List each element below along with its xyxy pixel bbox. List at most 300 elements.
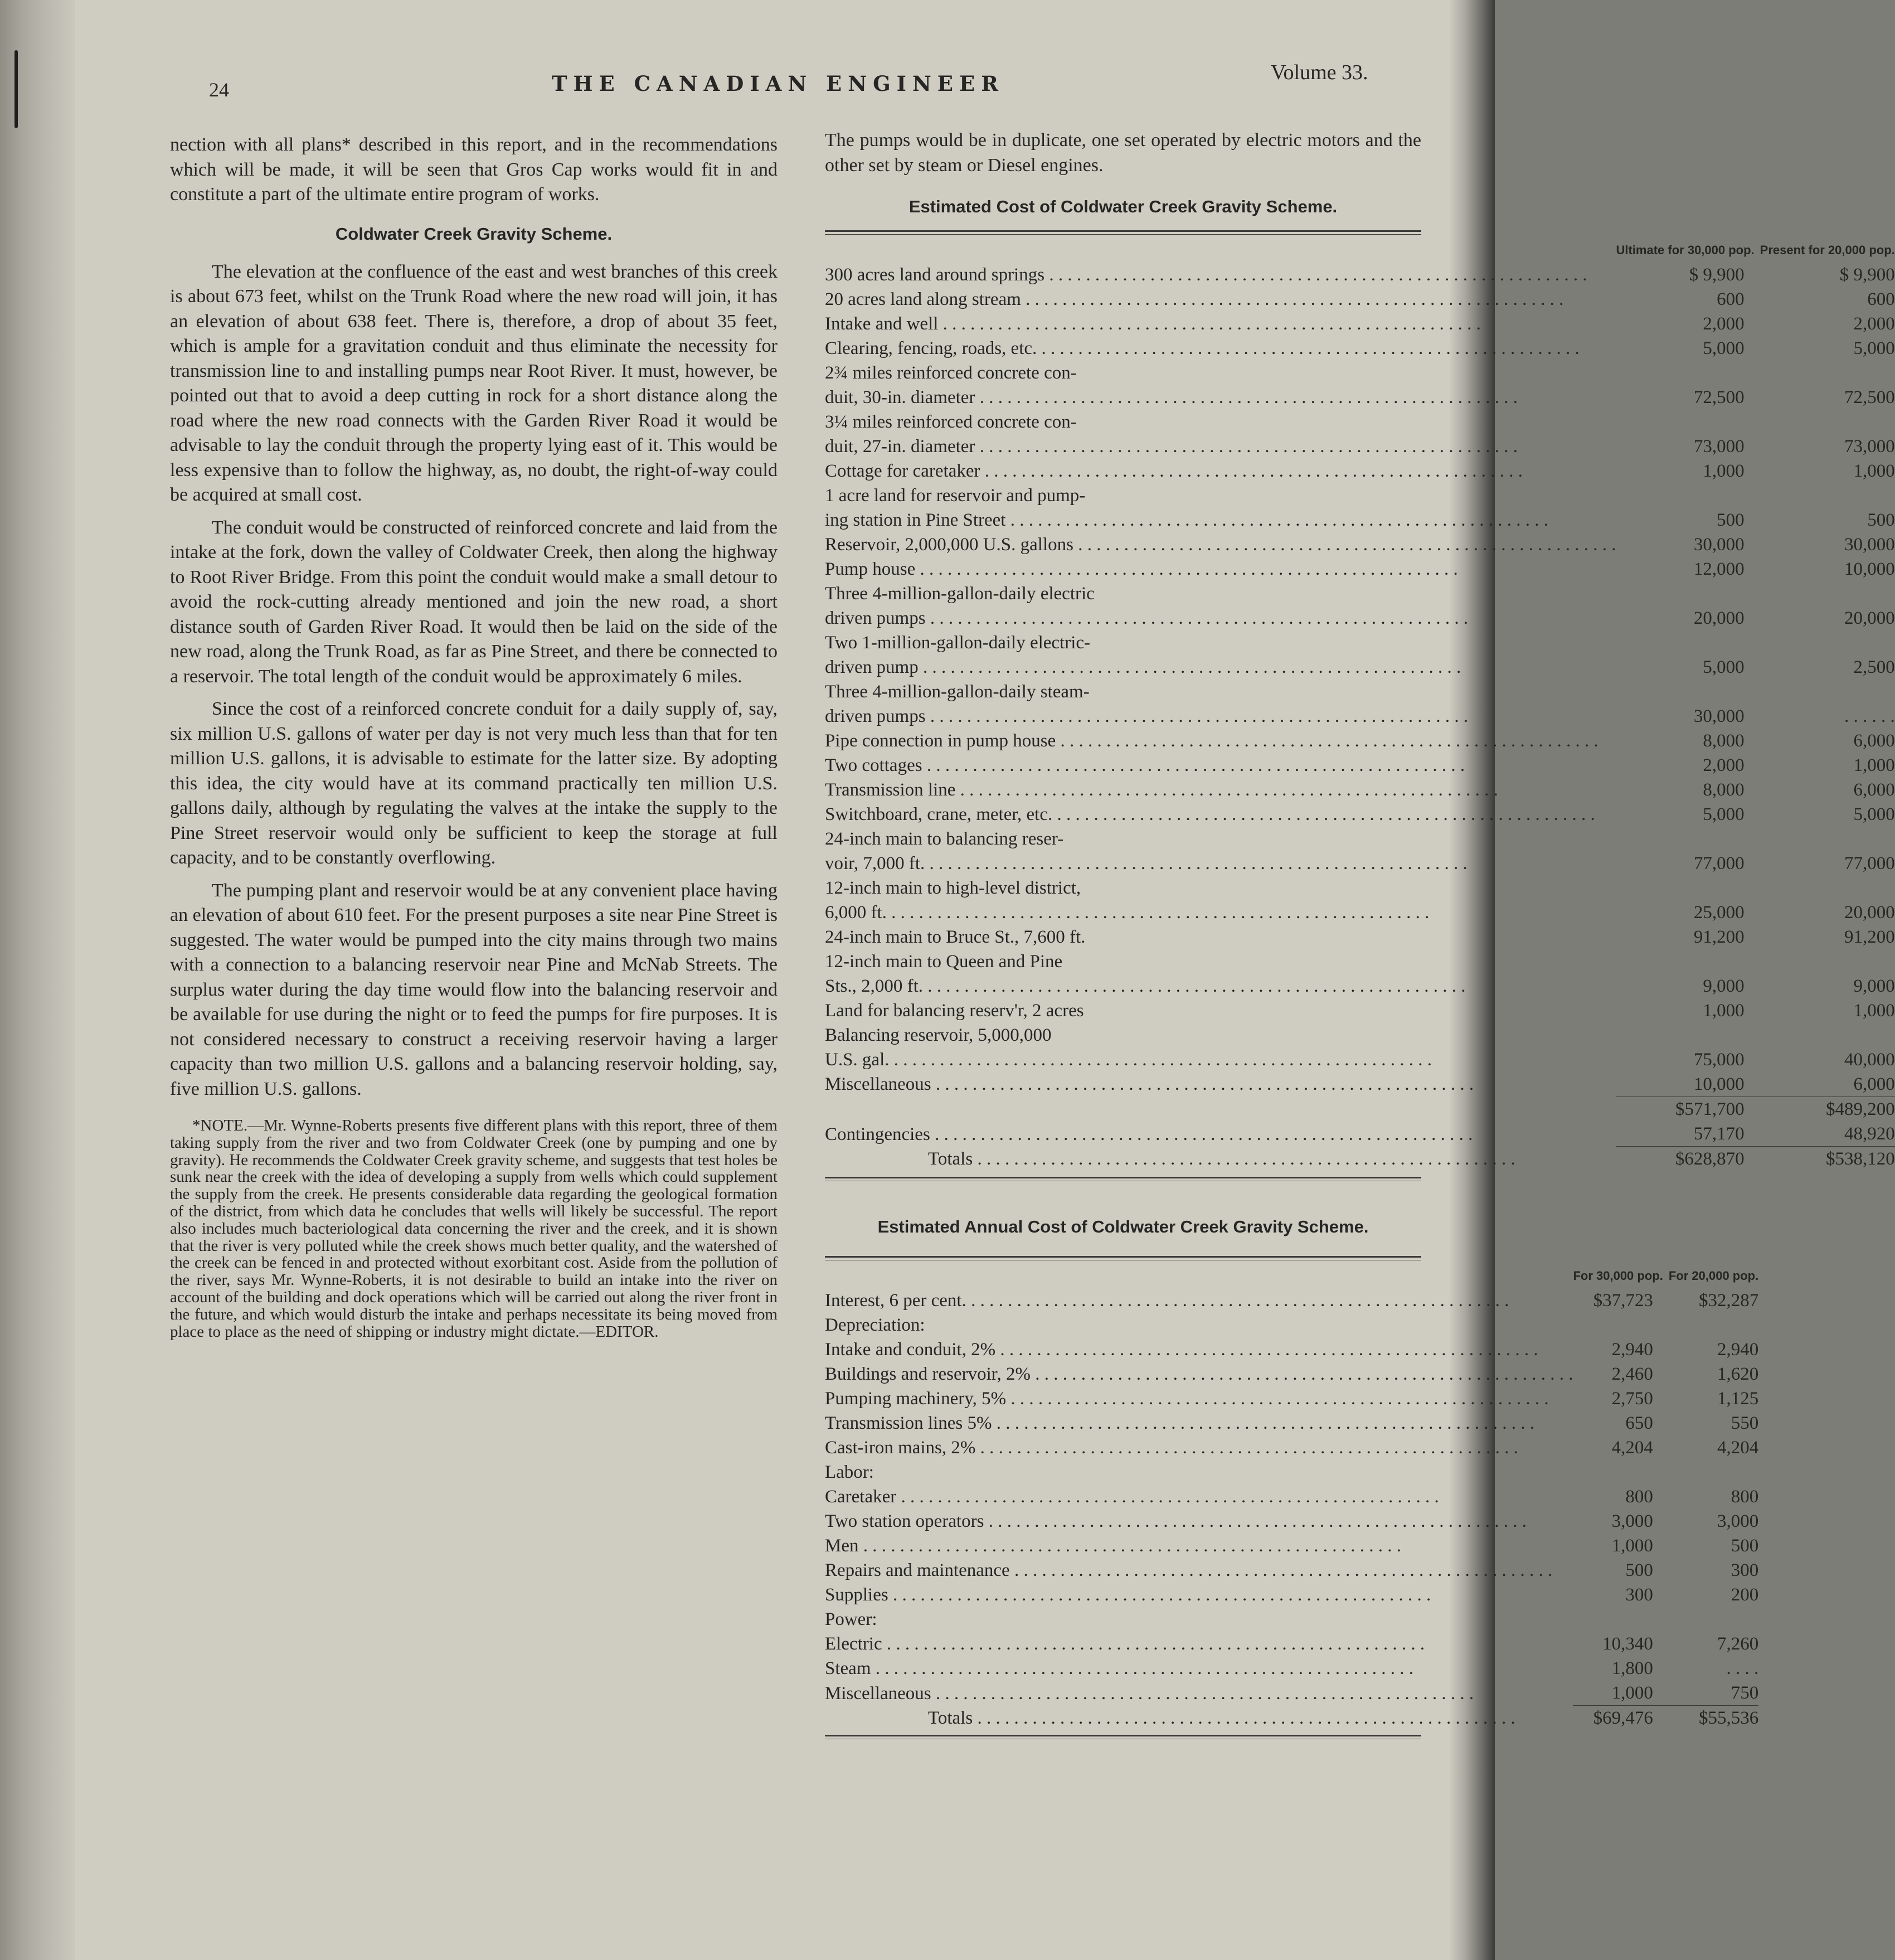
value-col-a: 12,000 — [1693, 559, 1745, 579]
value-col-b: 300 — [1731, 1560, 1759, 1580]
row-item-cell — [825, 925, 1616, 949]
table2-title: Estimated Annual Cost of Coldwater Creek Gravity Scheme. — [877, 1217, 1369, 1236]
table-row — [825, 385, 1895, 410]
row-item-label: Cottage for caretaker . . . — [825, 461, 1523, 481]
totals-row — [825, 1706, 1758, 1731]
value-col-b — [1669, 1460, 1758, 1484]
totals-cell — [825, 1706, 1573, 1731]
row-item-cell — [825, 606, 1616, 630]
row-item-label: duit, 27-in. diameter . . . — [825, 436, 1518, 457]
row-item-label: 3¼ miles reinforced concrete con- — [825, 412, 1077, 432]
row-item-cell — [825, 1072, 1616, 1097]
row-item-cell — [825, 532, 1616, 557]
value-col-b: 550 — [1731, 1413, 1759, 1433]
value-col-b — [1760, 1023, 1895, 1047]
row-item-label: driven pumps . . . — [825, 706, 1468, 726]
row-item-label: Two station operators . . . — [825, 1511, 1527, 1531]
body-paragraph: The pumping plant and reservoir would be at any convenient place having an elevation of about 610 feet. For the present purposes a site near Pine Street is suggested. The water would be pumped into the city mains through two mains with a connection to a balancing reservoir near Pine and McNab Streets. The surplus water during the day time would flow into the balancing reservoir and be available for use during the night or to feed the pumps for fire purposes. It is not considered necessary to construct a receiving reservoir having a larger capacity than two million U.S. gallons and a balancing reservoir holding, say, five million U.S. gallons. — [170, 880, 778, 1099]
row-item-label: Miscellaneous . . . — [825, 1074, 1474, 1094]
value-col-a — [1573, 1313, 1668, 1337]
volume-label: Volume 33. — [1271, 61, 1368, 84]
table-row — [825, 1386, 1758, 1411]
row-item-label: Two cottages . . . — [825, 755, 1465, 775]
row-item-label: Interest, 6 per cent. . . . — [825, 1291, 1509, 1311]
row-item-cell — [825, 483, 1616, 508]
row-item-cell — [825, 1534, 1573, 1558]
value-col-b: 7,260 — [1717, 1634, 1759, 1654]
table-row — [825, 1313, 1758, 1337]
table-row — [825, 851, 1895, 876]
row-item-cell — [825, 876, 1616, 900]
double-rule — [825, 1256, 1421, 1260]
value-col-b: 1,000 — [1853, 755, 1895, 775]
value-col-b: 20,000 — [1844, 608, 1895, 628]
value-col-b: 1,125 — [1717, 1389, 1759, 1409]
value-col-b: 6,000 — [1853, 1074, 1895, 1094]
row-item-label: Pumping machinery, 5% . . . — [825, 1389, 1549, 1409]
row-item-label: Men . . . — [825, 1536, 1401, 1556]
value-col-a — [1616, 361, 1760, 385]
value-col-b: 72,500 — [1844, 387, 1895, 407]
value-col-a — [1616, 1023, 1760, 1047]
row-item-label: 12-inch main to high-level district, — [825, 878, 1081, 898]
value-col-a: 10,340 — [1602, 1634, 1653, 1654]
row-item-cell — [825, 410, 1616, 434]
table-row — [825, 1656, 1758, 1681]
page-number: 24 — [209, 79, 229, 101]
row-item-cell — [825, 1411, 1573, 1435]
value-col-b: $32,287 — [1698, 1291, 1759, 1311]
value-col-a: 9,000 — [1703, 976, 1745, 996]
value-col-a: 1,800 — [1611, 1658, 1653, 1678]
table-row — [825, 1607, 1758, 1632]
row-item-cell — [825, 1362, 1573, 1386]
table-row — [825, 1558, 1758, 1583]
row-item-cell — [825, 1558, 1573, 1583]
row-item-label: Two 1-million-gallon-daily electric- — [825, 633, 1091, 653]
value-col-a: $37,723 — [1593, 1291, 1653, 1311]
value-col-a: 10,000 — [1693, 1074, 1745, 1094]
row-item-cell — [825, 263, 1616, 287]
table-row — [825, 974, 1895, 998]
row-item-label: 1 acre land for reservoir and pump- — [825, 486, 1086, 506]
value-col-a: 800 — [1625, 1487, 1653, 1507]
row-item-cell — [825, 680, 1616, 704]
value-col-b — [1760, 680, 1895, 704]
row-item-label: Pump house . . . — [825, 559, 1458, 579]
annual-cost-table — [825, 1264, 1758, 1730]
row-item-cell — [825, 630, 1616, 655]
table-row — [825, 508, 1895, 532]
contingencies-col-b: 48,920 — [1844, 1124, 1895, 1144]
value-col-b: 500 — [1731, 1536, 1759, 1556]
value-col-b: 2,940 — [1717, 1340, 1759, 1360]
row-item-label: 300 acres land around springs . . . — [825, 265, 1587, 285]
value-col-a: 600 — [1717, 289, 1745, 309]
row-item-label: 6,000 ft. . . . — [825, 903, 1429, 923]
table-row — [825, 827, 1895, 851]
value-col-b — [1760, 410, 1895, 434]
row-item-cell — [825, 312, 1616, 336]
row-item-label: 24-inch main to Bruce St., 7,600 ft. — [825, 927, 1086, 947]
table-row — [825, 630, 1895, 655]
table-row — [825, 1047, 1895, 1072]
journal-title: THE CANADIAN ENGINEER — [552, 71, 1004, 96]
subtotal-row — [825, 1097, 1895, 1122]
row-item-cell — [825, 385, 1616, 410]
table-row — [825, 1411, 1758, 1435]
value-col-b: 4,204 — [1717, 1438, 1759, 1458]
row-item-label: Land for balancing reserv'r, 2 acres — [825, 1001, 1084, 1021]
row-item-label: Three 4-million-gallon-daily electric — [825, 584, 1095, 604]
row-item-label: Depreciation: — [825, 1315, 925, 1335]
row-item-label: 12-inch main to Queen and Pine — [825, 952, 1063, 972]
page-binding-shadow — [0, 0, 75, 1960]
row-item-label: Three 4-million-gallon-daily steam- — [825, 682, 1090, 702]
table-row — [825, 900, 1895, 925]
value-col-a — [1616, 876, 1760, 900]
table-row — [825, 287, 1895, 312]
value-col-a: 30,000 — [1693, 535, 1745, 555]
row-item-label: Reservoir, 2,000,000 U.S. gallons . . . — [825, 535, 1616, 555]
value-col-b: 6,000 — [1853, 780, 1895, 800]
section-heading: Coldwater Creek Gravity Scheme. — [335, 224, 613, 244]
table-row — [825, 1681, 1758, 1706]
row-item-cell — [825, 900, 1616, 925]
row-item-label: driven pump . . . — [825, 657, 1461, 677]
row-item-cell — [825, 802, 1616, 827]
row-item-cell — [825, 361, 1616, 385]
row-item-cell — [825, 1337, 1573, 1362]
table-header-row — [825, 238, 1895, 263]
value-col-a: 75,000 — [1693, 1050, 1745, 1070]
value-col-b: 40,000 — [1844, 1050, 1895, 1070]
row-item-label: Steam . . . — [825, 1658, 1413, 1678]
double-rule — [825, 1735, 1421, 1739]
row-item-cell — [825, 1656, 1573, 1681]
value-col-a — [1616, 483, 1760, 508]
row-item-cell — [825, 1681, 1573, 1706]
row-item-cell — [825, 1583, 1573, 1607]
subtotal-col-b: $489,200 — [1760, 1097, 1895, 1122]
value-col-b — [1760, 827, 1895, 851]
value-col-b: 750 — [1731, 1683, 1759, 1703]
binding-mark — [14, 50, 18, 128]
row-item-label: U.S. gal. . . . — [825, 1050, 1432, 1070]
value-col-b: 200 — [1731, 1585, 1759, 1605]
row-item-label: 2¾ miles reinforced concrete con- — [825, 363, 1077, 383]
value-col-b: 20,000 — [1844, 903, 1895, 923]
value-col-a — [1573, 1607, 1668, 1632]
table-row — [825, 1534, 1758, 1558]
intro-paragraph: nection with all plans* described in this report, and in the recommendations which will be made, it will be seen that Gros Cap works would fit in and constitute a part of the ultimate entire program of works. — [170, 134, 778, 205]
column-header-present: Present for 20,000 pop. — [1760, 243, 1895, 257]
row-item-label: Intake and conduit, 2% . . . — [825, 1340, 1538, 1360]
value-col-b: 500 — [1867, 510, 1895, 530]
value-col-a: 2,000 — [1703, 755, 1745, 775]
table-row — [825, 1362, 1758, 1386]
value-col-a: 30,000 — [1693, 706, 1745, 726]
row-item-cell — [825, 1435, 1573, 1460]
row-item-cell — [825, 1313, 1573, 1337]
value-col-a: 650 — [1625, 1413, 1653, 1433]
body-paragraph: Since the cost of a reinforced concrete conduit for a daily supply of, say, six million U.S. gallons of water per day is not very much less than that for ten million U.S. gallons, it is advisable to estimate for the latter size. By adopting this idea, the city would have at its command practically ten million U.S. gallons daily, although by regulating the valves at the intake the supply to the Pine Street reservoir would only be sufficient to keep the storage at full capacity, and to be constantly overflowing. — [170, 698, 778, 868]
table-row — [825, 1460, 1758, 1484]
value-col-a: 72,500 — [1693, 387, 1745, 407]
table-row — [825, 483, 1895, 508]
contingencies-cell — [825, 1122, 1616, 1147]
row-item-cell — [825, 287, 1616, 312]
row-item-label: 20 acres land along stream . . . — [825, 289, 1563, 309]
row-item-cell — [825, 753, 1616, 778]
value-col-b — [1760, 876, 1895, 900]
value-col-a — [1573, 1460, 1668, 1484]
row-item-cell — [825, 655, 1616, 680]
table1-title: Estimated Cost of Coldwater Creek Gravity Scheme. — [908, 197, 1338, 216]
value-col-b: $ 9,900 — [1839, 265, 1895, 285]
table-row — [825, 802, 1895, 827]
row-item-cell — [825, 336, 1616, 361]
right-column — [825, 128, 1895, 1739]
value-col-a: 1,000 — [1611, 1683, 1653, 1703]
table-row — [825, 1337, 1758, 1362]
row-item-label: Balancing reservoir, 5,000,000 — [825, 1025, 1052, 1045]
row-item-cell — [825, 459, 1616, 483]
value-col-a: 5,000 — [1703, 804, 1745, 824]
row-item-cell — [825, 1023, 1616, 1047]
row-item-label: voir, 7,000 ft. . . . — [825, 853, 1468, 874]
value-col-b: 10,000 — [1844, 559, 1895, 579]
value-col-b — [1760, 630, 1895, 655]
table-row — [825, 1023, 1895, 1047]
value-col-b: 800 — [1731, 1487, 1759, 1507]
row-item-cell — [825, 1288, 1573, 1313]
column-header-ultimate: Ultimate for 30,000 pop. — [1616, 243, 1755, 257]
value-col-a: 5,000 — [1703, 657, 1745, 677]
row-item-cell — [825, 729, 1616, 753]
value-col-a: 2,940 — [1611, 1340, 1653, 1360]
value-col-a — [1616, 410, 1760, 434]
row-item-label: Caretaker . . . — [825, 1487, 1439, 1507]
row-item-cell — [825, 851, 1616, 876]
value-col-a — [1616, 680, 1760, 704]
value-col-b: . . . . — [1726, 1658, 1759, 1678]
double-rule — [825, 1177, 1421, 1181]
value-col-b — [1760, 361, 1895, 385]
totals-col-a: $69,476 — [1573, 1706, 1668, 1731]
table-row — [825, 336, 1895, 361]
estimated-cost-table — [825, 238, 1895, 1171]
table-row — [825, 1509, 1758, 1534]
row-item-label: Switchboard, crane, meter, etc. . . . — [825, 804, 1595, 824]
row-item-label: Supplies . . . — [825, 1585, 1431, 1605]
row-item-cell — [825, 998, 1616, 1023]
value-col-a: 2,460 — [1611, 1364, 1653, 1384]
table-row — [825, 655, 1895, 680]
row-item-cell — [825, 557, 1616, 581]
left-column — [170, 133, 778, 1340]
value-col-b: 1,620 — [1717, 1364, 1759, 1384]
value-col-a — [1616, 581, 1760, 606]
value-col-b — [1760, 581, 1895, 606]
value-col-b: 3,000 — [1717, 1511, 1759, 1531]
row-item-label: ing station in Pine Street . . . — [825, 510, 1548, 530]
value-col-a: $ 9,900 — [1689, 265, 1745, 285]
value-col-a: 1,000 — [1703, 1001, 1745, 1021]
totals-label: Totals . . . — [928, 1149, 1515, 1169]
table-row — [825, 312, 1895, 336]
value-col-a: 500 — [1717, 510, 1745, 530]
row-item-label: Clearing, fencing, roads, etc. . . . — [825, 338, 1580, 358]
table-row — [825, 606, 1895, 630]
value-col-a — [1616, 630, 1760, 655]
row-item-label: Miscellaneous . . . — [825, 1684, 1474, 1704]
value-col-a: 25,000 — [1693, 903, 1745, 923]
row-item-label: Power: — [825, 1609, 877, 1629]
row-item-label: driven pumps . . . — [825, 608, 1468, 628]
totals-col-a: $628,870 — [1616, 1147, 1760, 1172]
table-header-row — [825, 1264, 1758, 1288]
value-col-b: 77,000 — [1844, 853, 1895, 874]
subtotal-label-cell — [825, 1097, 1616, 1122]
table-row — [825, 925, 1895, 949]
table-row — [825, 1583, 1758, 1607]
row-item-cell — [825, 1460, 1573, 1484]
table-row — [825, 729, 1895, 753]
row-item-label: 24-inch main to balancing reser- — [825, 829, 1064, 849]
totals-cell — [825, 1147, 1616, 1172]
value-col-b: 5,000 — [1853, 804, 1895, 824]
body-paragraph: The conduit would be constructed of reinforced concrete and laid from the intake at the fork, down the valley of Coldwater Creek, then along the highway to Root River Bridge. From this point the conduit would make a small detour to avoid the rock-cutting already mentioned and join the new road, a short distance south of Garden River Road. It would then be laid on the side of the new road, along the Trunk Road, as far as Pine Street, and there be connected to a reservoir. The total length of the conduit would be approximately 6 miles. — [170, 517, 778, 687]
value-col-a — [1616, 827, 1760, 851]
table-row — [825, 581, 1895, 606]
table-row — [825, 753, 1895, 778]
value-col-b: 600 — [1867, 289, 1895, 309]
table-row — [825, 361, 1895, 385]
value-col-b: 9,000 — [1853, 976, 1895, 996]
table-row — [825, 1632, 1758, 1656]
value-col-a — [1616, 949, 1760, 974]
row-item-cell — [825, 827, 1616, 851]
value-col-b: 1,000 — [1853, 1001, 1895, 1021]
value-col-b: . . . . . . — [1844, 706, 1895, 726]
table-row — [825, 680, 1895, 704]
row-item-label: Pipe connection in pump house . . . — [825, 731, 1598, 751]
row-item-cell — [825, 778, 1616, 802]
table-row — [825, 876, 1895, 900]
row-item-label: Buildings and reservoir, 2% . . . — [825, 1364, 1573, 1384]
table-row — [825, 557, 1895, 581]
row-item-cell — [825, 1632, 1573, 1656]
row-item-cell — [825, 1386, 1573, 1411]
row-item-label: Sts., 2,000 ft. . . . — [825, 976, 1466, 996]
editor-footnote: *NOTE.—Mr. Wynne-Roberts presents five different plans with this report, three of them taking supply from the river and two from Coldwater Creek (one by pumping and one by gravity). He recommends the Coldwater Creek gravity scheme, and suggests that test holes be sunk near the creek with the idea of developing a supply from wells which could supplement the supply from the creek. He presents considerable data regarding the geological formation of the district, from which data he concludes that wells will likely be successful. The report also includes much bacteriological data concerning the river and the creek, and it is shown that the river is very polluted while the creek shows much better quality, and the watershed of the creek can be fenced in and protected without exorbitant cost. Aside from the pollution of the river, says Mr. Wynne-Roberts, it is not desirable to build an intake into the river on account of the building and dock operations which will be carried out along the river front in the future, and which would disturb the intake and perhaps necessitate its being moved from place to place as the need of shipping or industry might dictate.—EDITOR. — [170, 1117, 778, 1341]
value-col-b: 2,000 — [1853, 314, 1895, 334]
table-row — [825, 704, 1895, 729]
row-item-cell — [825, 434, 1616, 459]
value-col-a: 4,204 — [1611, 1438, 1653, 1458]
value-col-b — [1760, 483, 1895, 508]
value-col-a: 8,000 — [1703, 731, 1745, 751]
column-header-30000: For 30,000 pop. — [1573, 1269, 1663, 1283]
value-col-b — [1669, 1607, 1758, 1632]
table-row — [825, 1072, 1895, 1097]
value-col-a: 20,000 — [1693, 608, 1745, 628]
value-col-a: 300 — [1625, 1585, 1653, 1605]
totals-col-b: $538,120 — [1760, 1147, 1895, 1172]
value-col-b — [1669, 1313, 1758, 1337]
value-col-a: 2,000 — [1703, 314, 1745, 334]
row-item-cell — [825, 949, 1616, 974]
value-col-a: 8,000 — [1703, 780, 1745, 800]
row-item-cell — [825, 1607, 1573, 1632]
row-item-cell — [825, 704, 1616, 729]
row-item-label: Transmission line . . . — [825, 780, 1498, 800]
row-item-label: Labor: — [825, 1462, 874, 1482]
row-item-label: Transmission lines 5% . . . — [825, 1413, 1534, 1433]
row-item-cell — [825, 1484, 1573, 1509]
value-col-b — [1760, 949, 1895, 974]
row-item-label: Intake and well . . . — [825, 314, 1481, 334]
table-row — [825, 532, 1895, 557]
value-col-a: 91,200 — [1693, 927, 1745, 947]
row-item-label: Repairs and maintenance . . . — [825, 1560, 1552, 1580]
row-item-cell — [825, 1509, 1573, 1534]
table-row — [825, 949, 1895, 974]
value-col-a: 1,000 — [1611, 1536, 1653, 1556]
table-row — [825, 263, 1895, 287]
value-col-b: 91,200 — [1844, 927, 1895, 947]
totals-label: Totals . . . — [928, 1708, 1515, 1728]
contingencies-col-a: 57,170 — [1693, 1124, 1745, 1144]
contingencies-row — [825, 1122, 1895, 1147]
table-row — [825, 1435, 1758, 1460]
value-col-b: 73,000 — [1844, 436, 1895, 457]
row-item-cell — [825, 974, 1616, 998]
value-col-a: 500 — [1625, 1560, 1653, 1580]
value-col-a: 73,000 — [1693, 436, 1745, 457]
value-col-b: 5,000 — [1853, 338, 1895, 358]
value-col-b: 6,000 — [1853, 731, 1895, 751]
value-col-a: 2,750 — [1611, 1389, 1653, 1409]
row-item-cell — [825, 581, 1616, 606]
totals-row — [825, 1147, 1895, 1172]
double-rule — [825, 230, 1421, 235]
pumps-paragraph: The pumps would be in duplicate, one set operated by electric motors and the other set by steam or Diesel engines. — [825, 130, 1421, 176]
table-row — [825, 778, 1895, 802]
value-col-a: 3,000 — [1611, 1511, 1653, 1531]
subtotal-col-a: $571,700 — [1616, 1097, 1760, 1122]
totals-col-b: $55,536 — [1669, 1706, 1758, 1731]
contingencies-label: Contingencies . . . — [825, 1124, 1473, 1144]
row-item-cell — [825, 1047, 1616, 1072]
table-row — [825, 410, 1895, 434]
row-item-cell — [825, 508, 1616, 532]
value-col-a: 5,000 — [1703, 338, 1745, 358]
table-row — [825, 998, 1895, 1023]
value-col-b: 1,000 — [1853, 461, 1895, 481]
value-col-a: 1,000 — [1703, 461, 1745, 481]
table-row — [825, 434, 1895, 459]
table-row — [825, 1288, 1758, 1313]
value-col-b: 2,500 — [1853, 657, 1895, 677]
table-row — [825, 459, 1895, 483]
row-item-label: Electric . . . — [825, 1634, 1425, 1654]
row-item-label: duit, 30-in. diameter . . . — [825, 387, 1518, 407]
value-col-b: 30,000 — [1844, 535, 1895, 555]
value-col-a: 77,000 — [1693, 853, 1745, 874]
row-item-label: Cast-iron mains, 2% . . . — [825, 1438, 1518, 1458]
